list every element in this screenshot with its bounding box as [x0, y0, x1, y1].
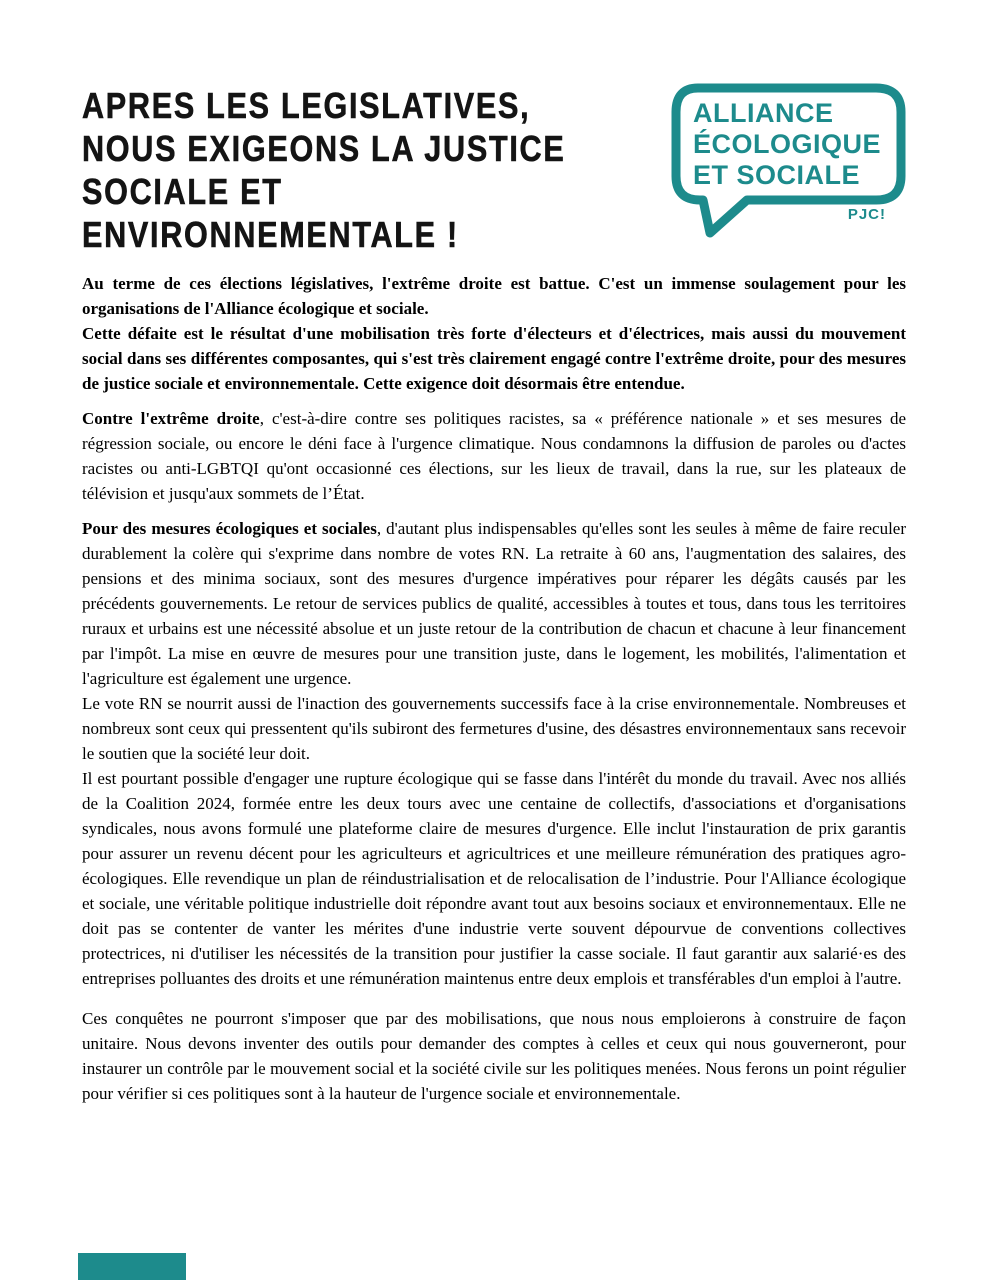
paragraph-mesures-ecologiques [82, 516, 906, 691]
title-line: APRES LES LEGISLATIVES, [82, 85, 531, 126]
alliance-logo [670, 82, 908, 244]
footer-accent-block [78, 1253, 186, 1280]
paragraph-text: , c'est-à-dire contre ses politiques racistes, sa « préférence nationale » et ses mesures de régression sociale, ou encore le déni face à l'urgence climatique. Nous condamnons la diffusion de paroles ou d'actes racistes ou anti-LGBTQI qu'ont occasionné ces élections, sur les lieux de travail, dans la rue, sur les plateaux de télévision et jusqu'aux sommets de l’État. [82, 409, 907, 503]
title-line: ENVIRONNEMENTALE ! [82, 214, 459, 255]
article-body [82, 271, 906, 1106]
title-line: NOUS EXIGEONS LA JUSTICE [82, 128, 566, 169]
paragraph-vote-rn: Le vote RN se nourrit aussi de l'inaction des gouvernements successifs face à la crise environnementale. Nombreuses et nombreux sont ceux qui pressentent qu'ils subiront des fermetures d'usine, des désastres environnementaux sans recevoir le soutien que la société leur doit. [82, 694, 906, 763]
title-line: SOCIALE ET [82, 171, 283, 212]
intro-block [82, 271, 906, 396]
paragraph-conquetes: Ces conquêtes ne pourront s'imposer que par des mobilisations, que nous nous emploierons à construire de façon unitaire. Nous devons inventer des outils pour demander des comptes à celles et ceux qui nous gouverneront, pour instaurer un contrôle par le mouvement social et la société civile sur les politiques menées. Nous ferons un point régulier pour vérifier si ces politiques sont à la hauteur de l'urgence sociale et environnementale. [82, 1009, 906, 1103]
spacer [82, 506, 906, 516]
logo-wordmark [693, 98, 881, 191]
spacer [82, 991, 906, 1006]
logo-line: ÉCOLOGIQUE [693, 129, 882, 159]
paragraph-text: , d'autant plus indispensables qu'elles sont les seules à même de faire reculer durablement la colère qui s'exprime dans nombre de votes RN. La retraite à 60 ans, l'augmentation des salaires, des pensions et des minima sociaux, sont des mesures d'urgence impératives pour réparer les dégâts causés par les précédents gouvernements. Le retour de services publics de qualité, accessibles à toutes et tous, dans tous les territoires ruraux et urbains est une nécessité absolue et un juste retour de la contribution de chacun et chacune à leur financement par l'impôt. La mise en œuvre de mesures pour une transition juste, dans le logement, les mobilités, l'alimentation et l'agriculture est également une urgence. [82, 519, 906, 688]
logo-line: ET SOCIALE [693, 160, 861, 190]
paragraph-lead: Pour des mesures écologiques et sociales [82, 519, 377, 538]
page-title [82, 84, 565, 256]
logo-tagline: PJC! [847, 206, 886, 223]
paragraph-lead: Contre l'extrême droite [82, 409, 260, 428]
logo-line: ALLIANCE [693, 98, 834, 128]
paragraph-rupture-ecologique: Il est pourtant possible d'engager une rupture écologique qui se fasse dans l'intérêt du monde du travail. Avec nos alliés de la Coalition 2024, formée entre les deux tours avec une centaine de collectifs, d'associations et d'organisations syndicales, nous avons formulé une plateforme claire de mesures d'urgence. Elle inclut l'instauration de prix garantis pour assurer un revenu décent pour les agriculteurs et agricultrices et une meilleure rémunération des pratiques agro-écologiques. Elle revendique un plan de réindustrialisation et de relocalisation de l’industrie. Pour l'Alliance écologique et sociale, une véritable politique industrielle doit répondre avant tout aux besoins sociaux et environnementaux. Elle ne doit pas se contenter de vanter les mérites d'une industrie verte souvent dépourvue de conventions collectives protectrices, ni d'utiliser les nécessités de la transition pour justifier la casse sociale. Il faut garantir aux salarié·es des entreprises polluantes des droits et une rémunération maintenus entre deux emplois et transférables d'un emploi à l'autre. [82, 769, 906, 988]
paragraph-contre-extreme-droite [82, 406, 906, 506]
spacer [82, 396, 906, 406]
paragraph-intro-2: Cette défaite est le résultat d'une mobilisation très forte d'électeurs et d'électrices, mais aussi du mouvement social dans ses différentes composantes, qui s'est très clairement engagé contre l'extrême droite, pour des mesures de justice sociale et environnementale. Cette exigence doit désormais être entendue. [82, 324, 906, 393]
paragraph-intro-1: Au terme de ces élections législatives, l'extrême droite est battue. C'est un immense soulagement pour les organisations de l'Alliance écologique et sociale. [82, 274, 906, 318]
